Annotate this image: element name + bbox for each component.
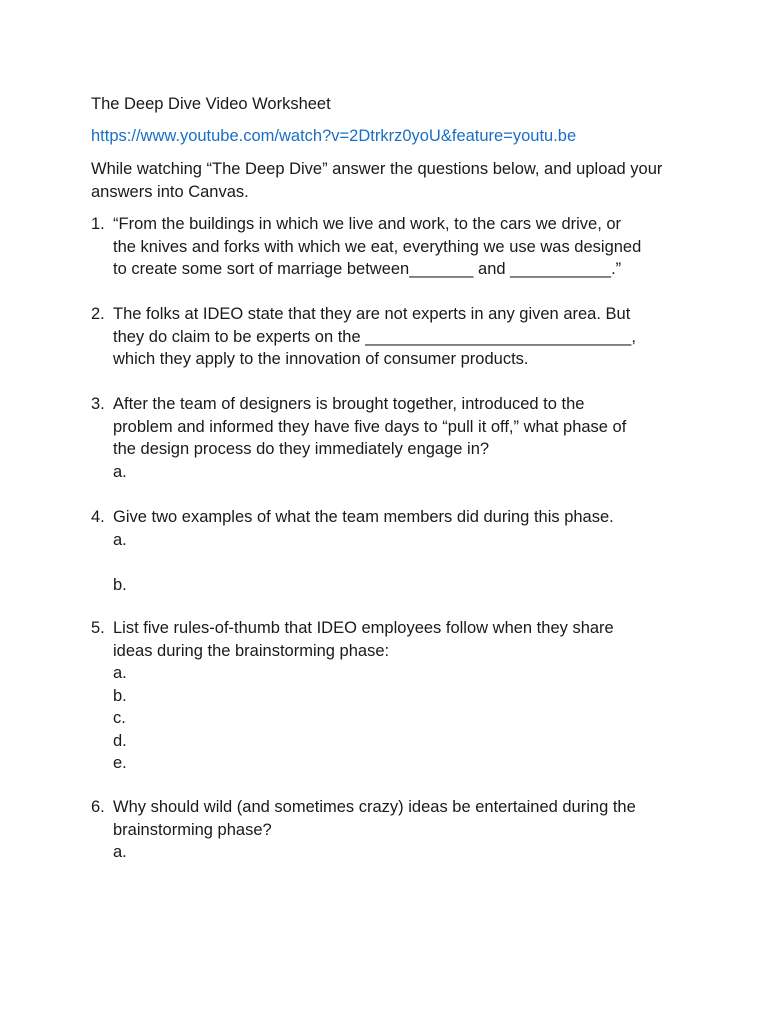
question-2: [91, 303, 691, 371]
answer-item: a.: [113, 462, 127, 481]
answer-list: [91, 841, 691, 864]
question-text: List five rules-of-thumb that IDEO employees follow when they share ideas during the brainstorming phase:: [113, 619, 614, 660]
worksheet-title: The Deep Dive Video Worksheet: [91, 95, 331, 113]
question-4: [91, 506, 691, 596]
question-number: 6.: [91, 798, 105, 816]
answer-spacer: [113, 551, 691, 574]
question-text: The folks at IDEO state that they are not experts in any given area. But they do claim to be experts on the _____________________________, which they apply to the innovation of consumer products.: [113, 305, 636, 368]
question-6: [91, 796, 691, 864]
question-number: 1.: [91, 215, 105, 233]
question-text: Give two examples of what the team members did during this phase.: [113, 508, 614, 526]
answer-list: [91, 662, 691, 775]
instructions: While watching “The Deep Dive” answer the questions below, and upload your answers into Canvas.: [91, 160, 663, 201]
answer-item: d.: [113, 731, 127, 750]
answer-item: a.: [113, 843, 127, 861]
question-text: “From the buildings in which we live and work, to the cars we drive, or the knives and forks with which we eat, everything we use was designed to create some sort of marriage between_______ and ___________.”: [113, 215, 642, 278]
question-5: [91, 617, 691, 775]
question-1: [91, 213, 691, 281]
answer-item: b.: [113, 575, 127, 594]
question-number: 2.: [91, 305, 105, 323]
answer-item: e.: [113, 754, 127, 772]
question-3: [91, 393, 691, 483]
question-number: 3.: [91, 395, 105, 413]
answer-item: a.: [113, 530, 127, 549]
question-text: After the team of designers is brought together, introduced to the problem and informed they have five days to “pull it off,” what phase of the design process do they immediately engage in?: [113, 395, 627, 458]
answer-list: [91, 529, 691, 597]
answer-list: [91, 461, 691, 484]
question-text: Why should wild (and sometimes crazy) ideas be entertained during the brainstorming phase?: [113, 798, 636, 839]
answer-item: c.: [113, 709, 126, 727]
video-link[interactable]: https://www.youtube.com/watch?v=2Dtrkrz0yoU&feature=youtu.be: [91, 127, 577, 145]
answer-item: b.: [113, 686, 127, 705]
question-number: 4.: [91, 508, 105, 526]
question-number: 5.: [91, 619, 105, 637]
answer-item: a.: [113, 664, 127, 682]
